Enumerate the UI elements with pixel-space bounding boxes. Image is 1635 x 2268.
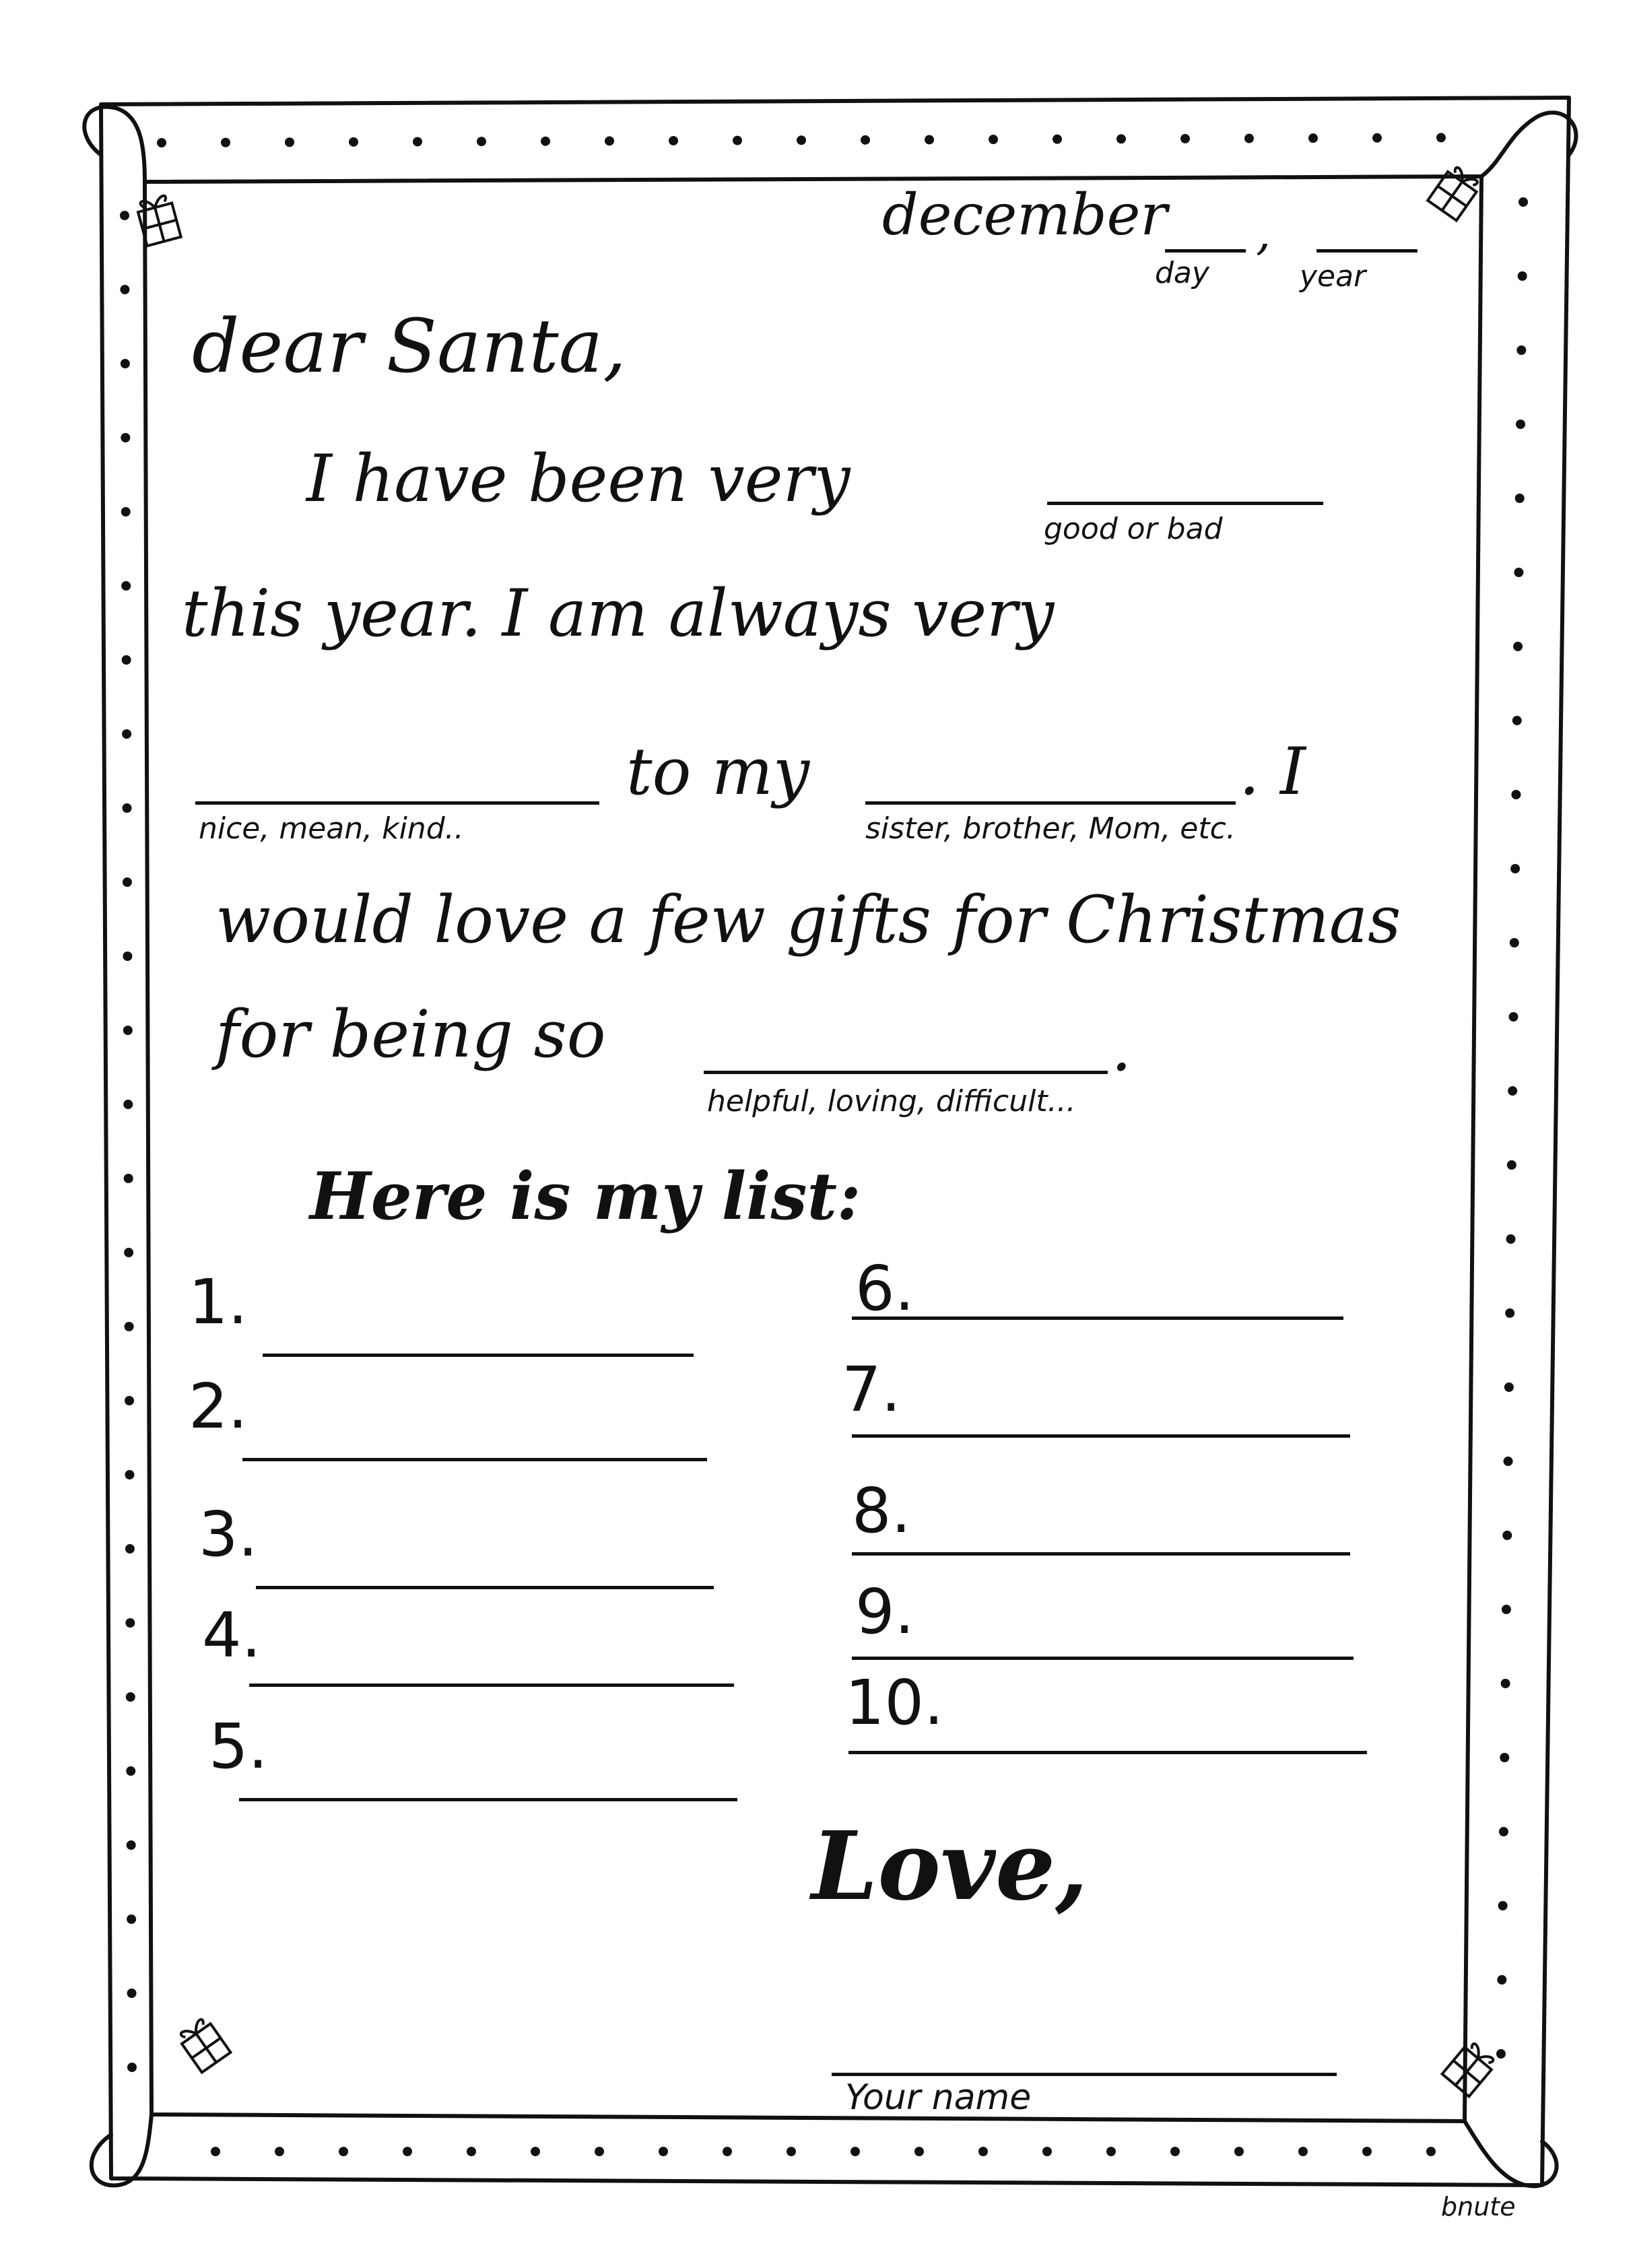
- list-item-number: 7.: [842, 1354, 901, 1426]
- border-dot: [285, 137, 294, 147]
- day-blank[interactable]: [1165, 249, 1246, 253]
- border-dot: [1514, 568, 1523, 577]
- border-dot: [127, 1989, 137, 1998]
- border-dot: [1116, 134, 1126, 143]
- list-item-number: 3.: [199, 1498, 258, 1570]
- border-dot: [1372, 133, 1382, 143]
- body-line-2: this year. I am always very: [182, 576, 1055, 651]
- border-dot: [1170, 2147, 1180, 2156]
- border-dot: [1426, 2147, 1436, 2156]
- day-hint: day: [1155, 256, 1209, 290]
- your-name-blank[interactable]: [832, 2073, 1337, 2076]
- border-dot: [1042, 2147, 1052, 2156]
- to-my-label: to my: [626, 734, 810, 809]
- list-item-blank[interactable]: [852, 1434, 1350, 1438]
- border-dot: [1510, 864, 1520, 873]
- border-dot: [978, 2147, 988, 2156]
- border-dot: [787, 2147, 796, 2156]
- border-dot: [723, 2147, 732, 2156]
- end-i-label: . I: [1239, 734, 1306, 809]
- border-dot: [1511, 790, 1521, 799]
- love-closing: Love,: [811, 1811, 1088, 1922]
- good-bad-blank[interactable]: [1047, 502, 1323, 505]
- border-dot: [125, 1396, 134, 1405]
- border-dot: [1512, 716, 1522, 725]
- date-separator: ,: [1256, 205, 1271, 261]
- list-item-number: 2.: [189, 1370, 248, 1442]
- family-hint: sister, brother, Mom, etc.: [865, 811, 1236, 846]
- border-dot: [1504, 1457, 1513, 1466]
- border-dot: [605, 136, 614, 145]
- border-dot: [1515, 494, 1525, 503]
- border-dot: [126, 1692, 135, 1702]
- border-dot: [1519, 197, 1528, 207]
- list-heading: Here is my list:: [310, 1158, 861, 1234]
- border-dot: [211, 2147, 220, 2156]
- border-dot: [349, 137, 358, 147]
- border-dot: [1308, 133, 1318, 143]
- list-item-blank[interactable]: [239, 1798, 737, 1801]
- list-item-number: 1.: [189, 1266, 248, 1338]
- nice-blank[interactable]: [195, 801, 599, 805]
- gift-icon: [1428, 164, 1481, 221]
- border-dot: [339, 2147, 348, 2156]
- border-dot: [797, 135, 806, 145]
- border-dot: [1244, 134, 1254, 143]
- border-dot: [121, 433, 130, 442]
- border-dot: [125, 1544, 135, 1554]
- body-line-1: I have been very: [306, 441, 850, 516]
- border-dot: [861, 135, 870, 145]
- border-dot: [1507, 1160, 1516, 1170]
- list-item-number: 10.: [845, 1667, 944, 1739]
- border-dot: [1505, 1308, 1514, 1318]
- border-dot: [1502, 1531, 1512, 1540]
- border-dot: [127, 1840, 136, 1850]
- border-dot: [125, 1322, 134, 1331]
- border-dot: [467, 2147, 476, 2156]
- border-dot: [1234, 2147, 1244, 2156]
- border-dot: [1518, 271, 1527, 281]
- border-dot: [669, 136, 678, 145]
- list-item-blank[interactable]: [852, 1316, 1343, 1320]
- good-bad-hint: good or bad: [1044, 512, 1223, 546]
- border-dot: [1508, 1086, 1517, 1096]
- list-item-blank[interactable]: [848, 1751, 1367, 1754]
- border-dot: [659, 2147, 668, 2156]
- border-dot: [120, 285, 129, 294]
- list-item-number: 9.: [855, 1576, 914, 1648]
- gift-icon: [135, 194, 180, 246]
- border-dot: [1298, 2147, 1308, 2156]
- list-item-number: 5.: [209, 1710, 268, 1782]
- border-dot: [1053, 135, 1062, 144]
- border-dot: [1504, 1382, 1514, 1392]
- your-name-hint: Your name: [845, 2077, 1032, 2118]
- border-dot: [122, 729, 131, 739]
- list-item-number: 4.: [202, 1599, 261, 1671]
- border-dot: [127, 2063, 137, 2072]
- nice-hint: nice, mean, kind..: [199, 811, 464, 846]
- body-line-4: would love a few gifts for Christmas: [215, 882, 1401, 958]
- gift-icon: [176, 2016, 230, 2073]
- border-dot: [121, 581, 131, 591]
- border-dot: [221, 138, 230, 147]
- border-dot: [477, 137, 486, 146]
- body-line-5: for being so: [215, 997, 606, 1072]
- border-dot: [125, 1470, 134, 1479]
- border-dot: [531, 2147, 540, 2156]
- list-item-blank[interactable]: [242, 1458, 707, 1461]
- border-dot: [124, 1248, 133, 1257]
- border-dot: [1362, 2147, 1372, 2156]
- border-dot: [733, 136, 742, 145]
- border-dot: [1436, 133, 1446, 142]
- border-dot: [125, 1618, 135, 1628]
- border-dot: [1516, 420, 1525, 429]
- greeting: dear Santa,: [192, 303, 627, 389]
- border-dot: [1106, 2147, 1116, 2156]
- list-item-blank[interactable]: [263, 1354, 694, 1357]
- body-line-5-end: .: [1111, 1010, 1132, 1086]
- border-dot: [925, 135, 934, 144]
- border-dot: [1508, 1012, 1518, 1022]
- border-dot: [1497, 1975, 1506, 1984]
- helpful-hint: helpful, loving, difficult...: [707, 1084, 1076, 1119]
- gift-icon: [1442, 2040, 1498, 2096]
- border-dot: [1510, 938, 1519, 947]
- border-dot: [1499, 1827, 1508, 1836]
- border-dot: [123, 803, 132, 813]
- border-dot: [123, 952, 132, 961]
- border-dot: [275, 2147, 284, 2156]
- list-item-number: 8.: [852, 1475, 911, 1547]
- border-dot: [413, 137, 422, 146]
- border-dot: [1498, 1901, 1508, 1910]
- border-dot: [123, 1100, 133, 1109]
- border-dot: [124, 1174, 133, 1183]
- helpful-blank[interactable]: [704, 1071, 1108, 1074]
- border-dot: [121, 359, 130, 368]
- list-item-number: 6.: [855, 1253, 914, 1325]
- border-dot: [403, 2147, 412, 2156]
- border-dot: [541, 137, 550, 146]
- border-dot: [1501, 1679, 1510, 1688]
- list-item-blank[interactable]: [852, 1552, 1350, 1556]
- border-dot: [914, 2147, 924, 2156]
- border-dot: [989, 135, 998, 144]
- border-dot: [121, 507, 131, 516]
- border-dot: [1516, 345, 1526, 355]
- year-hint: year: [1300, 259, 1366, 294]
- border-dot: [120, 211, 129, 220]
- border-dot: [157, 138, 166, 147]
- border-dot: [850, 2147, 860, 2156]
- border-dot: [1500, 1753, 1509, 1762]
- list-item-blank[interactable]: [852, 1657, 1354, 1660]
- border-dot: [123, 877, 132, 887]
- border-dot: [126, 1766, 135, 1776]
- border-dot: [123, 1026, 133, 1035]
- family-blank[interactable]: [865, 801, 1236, 805]
- artist-signature: bnute: [1441, 2192, 1516, 2222]
- border-dot: [1502, 1605, 1511, 1614]
- year-blank[interactable]: [1316, 249, 1417, 253]
- border-dot: [595, 2147, 604, 2156]
- border-dot: [127, 1914, 136, 1924]
- border-dot: [122, 655, 131, 665]
- list-item-blank[interactable]: [249, 1683, 734, 1687]
- list-item-blank[interactable]: [256, 1586, 714, 1589]
- border-dot: [1496, 2049, 1506, 2059]
- border-dot: [1513, 642, 1523, 651]
- border-dot: [1506, 1234, 1516, 1244]
- month-label: december: [882, 182, 1168, 248]
- border-dot: [1180, 134, 1190, 143]
